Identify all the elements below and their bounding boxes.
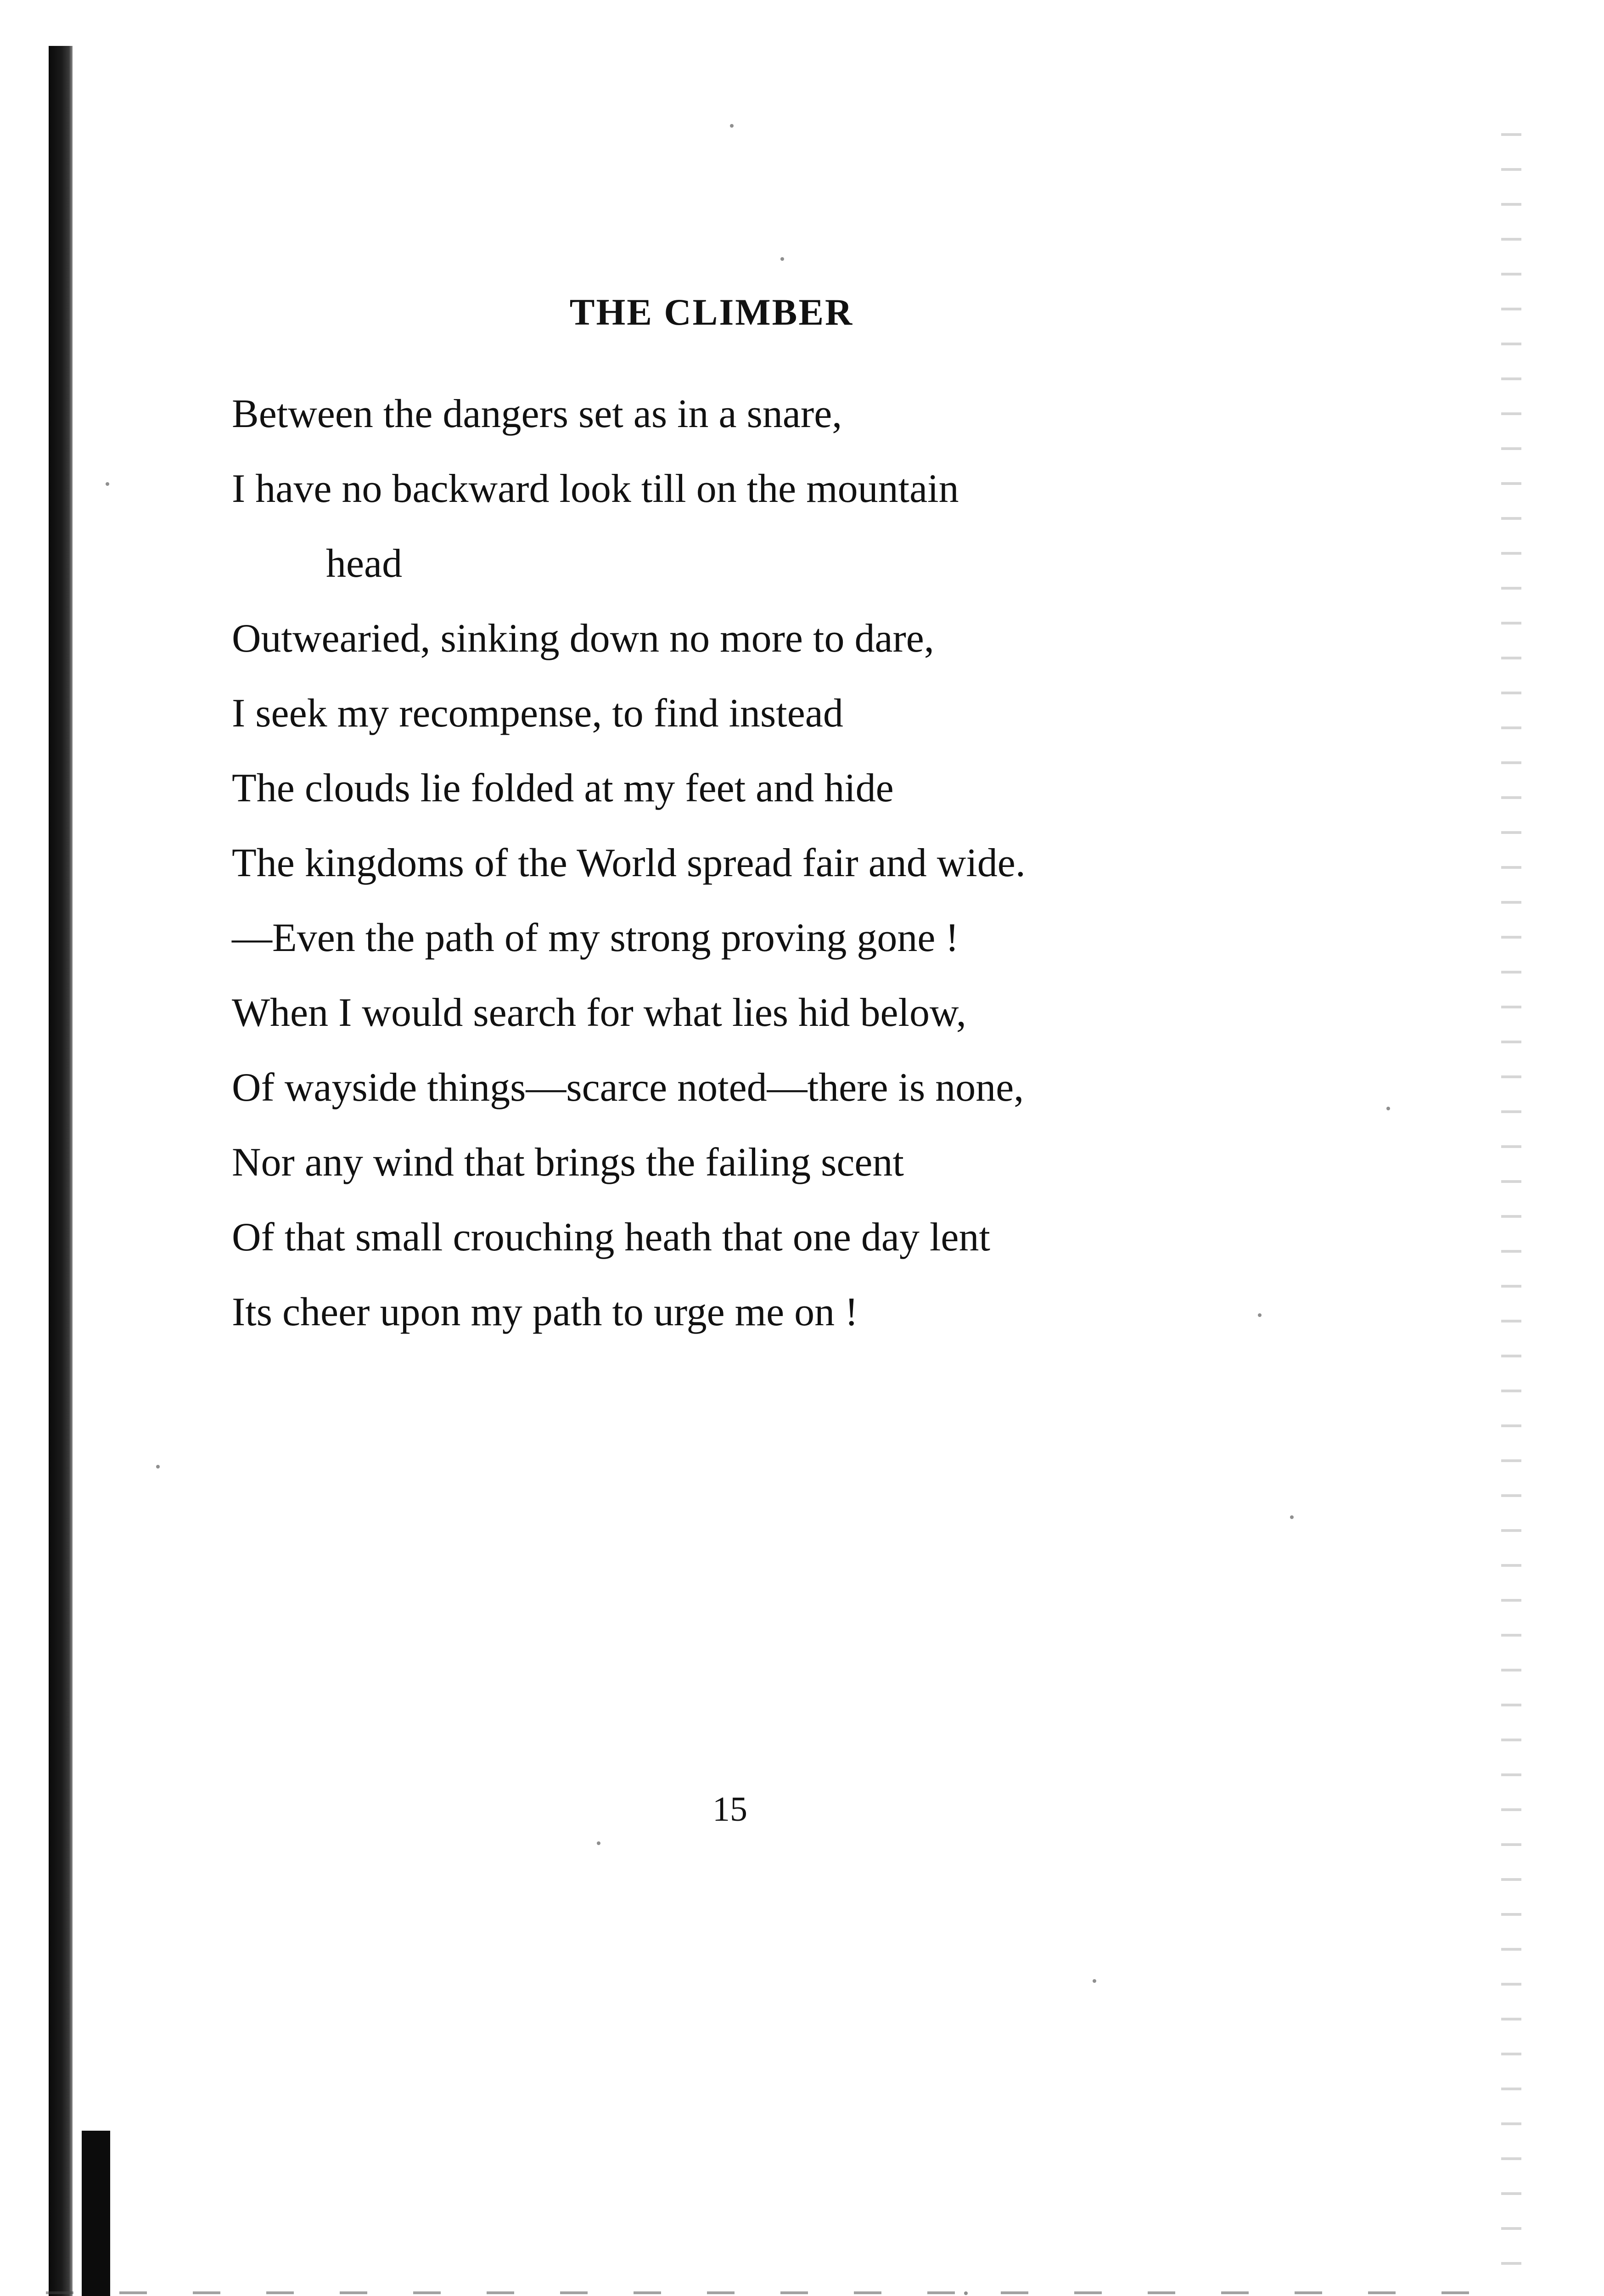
page-number: 15 [712, 1790, 747, 1829]
poem-line: Between the dangers set as in a snare, [232, 392, 842, 436]
binding-shadow [49, 46, 73, 2296]
poem-line: Of that small crouching heath that one day lent [232, 1215, 990, 1260]
scan-speck [1093, 1979, 1096, 1983]
scan-speck [1258, 1313, 1262, 1317]
scan-speck [730, 124, 734, 128]
poem-line: Nor any wind that brings the failing scent [232, 1140, 904, 1185]
poem-line: The clouds lie folded at my feet and hide [232, 766, 894, 810]
poem-line: —Even the path of my strong proving gone ! [232, 916, 959, 960]
poem-line: I seek my recompense, to find instead [232, 691, 843, 736]
poem-line: When I would search for what lies hid below, [232, 990, 966, 1035]
scan-speck [597, 1841, 600, 1845]
poem-line: Outwearied, sinking down no more to dare, [232, 616, 934, 661]
poem-line: Of wayside things—scarce noted—there is none, [232, 1065, 1024, 1110]
poem-body [232, 377, 1242, 1350]
scan-speck [780, 257, 784, 261]
scan-speck [1386, 1107, 1390, 1110]
poem-title: THE CLIMBER [569, 291, 854, 333]
scan-speck [964, 2291, 968, 2295]
poem-line: head [326, 541, 403, 586]
scan-speck [1290, 1515, 1294, 1519]
poem-line: The kingdoms of the World spread fair and wide. [232, 841, 1026, 885]
bottom-edge-marks [46, 2291, 1515, 2294]
poem-line: I have no backward look till on the mountain [232, 467, 959, 511]
right-margin-speckles [1501, 101, 1521, 2287]
scan-speck [156, 1465, 160, 1469]
scan-speck [106, 482, 109, 486]
binding-shadow-lower [82, 2131, 110, 2296]
poem-line: Its cheer upon my path to urge me on ! [232, 1290, 858, 1334]
